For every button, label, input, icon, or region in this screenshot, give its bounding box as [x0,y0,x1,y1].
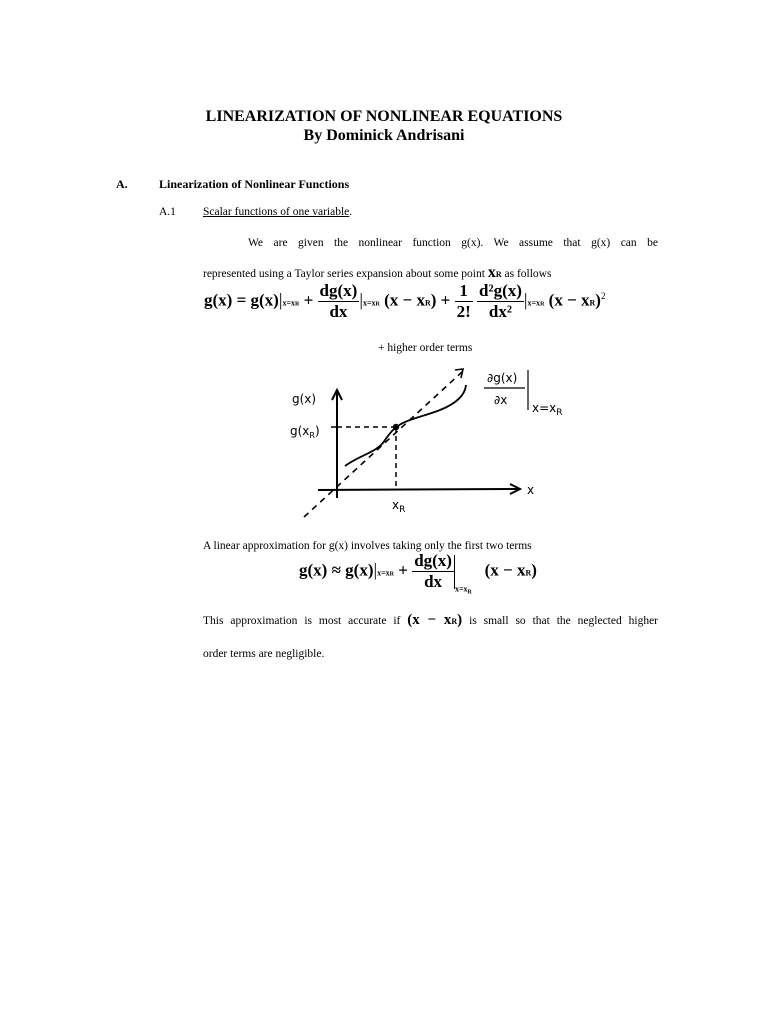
taylor-deviation-2-close: ) [595,290,601,310]
x-axis-label: x [527,483,535,497]
second-derivative-numerator: d²g(x) [479,281,522,300]
taylor-deviation-1-sub: R [424,298,431,308]
y-axis-label: g(x) [292,392,317,406]
x-tick-label [392,498,405,515]
y-tick-label-sub: R [309,431,315,440]
linear-eval-1: x=x [377,568,390,578]
paragraph-3-expr [407,612,462,628]
slope-label-eval-sub: R [556,408,563,418]
paragraph-1-var-sub: R [495,270,502,279]
first-derivative-denominator: dx [329,302,348,321]
linear-eval-2-sub: R [467,589,472,596]
tangent-line [304,372,462,517]
paragraph-1-line-1: We are given the nonlinear function g(x). We assume that g(x) can be [248,237,658,249]
document-title: LINEARIZATION OF NONLINEAR EQUATIONS [205,108,563,125]
section-heading: Linearization of Nonlinear Functions [159,177,350,191]
factorial-numerator: 1 [455,281,473,302]
taylor-eval-1-sub: R [295,301,300,308]
y-tick-label-main: g(x [290,424,310,438]
linear-plus: + [398,560,408,580]
paragraph-2: A linear approximation for g(x) involves taking only the first two terms [203,540,532,552]
linear-eval-1-sub: R [389,571,394,578]
section-label: A. [116,177,128,191]
taylor-plus-2: + [440,290,451,310]
subsection-heading-period: . [349,206,353,218]
paragraph-1-text: represented using a Taylor series expansion about some point [203,268,485,280]
paragraph-3-before: This approximation is most accurate if [203,615,401,627]
x-tick-label-sub: R [399,505,406,515]
taylor-deviation-2-sub: R [589,298,596,308]
paragraph-3-line-1 [203,612,658,629]
slope-label-denominator: ∂x [494,393,508,407]
document-author: By Dominick Andrisani [303,127,465,144]
eval-bar: | [523,289,528,310]
y-tick-label [290,424,320,440]
subsection-label: A.1 [159,206,176,218]
taylor-eval-2: x=x [362,298,376,308]
taylor-eval-1: x=x [282,298,296,308]
nonlinear-curve [345,385,466,466]
eval-bar: | [278,289,283,310]
tangent-arrow-icon [455,369,463,378]
paragraph-3-expr-close: ) [457,612,463,628]
taylor-eval-2-sub: R [375,301,380,308]
y-tick-label-close: ) [314,424,320,438]
eval-bar: | [359,289,363,310]
factorial-denominator: 2! [456,302,471,321]
taylor-power: 2 [600,290,606,301]
operating-point [393,424,399,430]
eval-bar: | [373,559,378,580]
linear-derivative-numerator: dg(x) [414,551,452,570]
taylor-lhs: g(x) = g(x) [204,290,279,310]
slope-label-numerator: ∂g(x) [487,371,518,385]
x-axis [318,489,518,490]
taylor-eval-3-sub: R [540,301,545,308]
paragraph-3-after: is small so that the neglected higher [469,615,659,627]
linear-derivative-fraction [412,551,454,592]
taylor-eval-3: x=x [527,298,541,308]
linear-deviation: (x − x [484,560,526,580]
linear-deviation-sub: R [525,568,532,578]
second-derivative-denominator: dx² [488,302,512,321]
paragraph-3-expr-sub: R [451,617,458,626]
paragraph-3-expr-main: (x − x [407,612,452,628]
linear-lhs: g(x) ≈ g(x) [299,560,374,580]
linear-derivative-denominator: dx [424,572,443,591]
paragraph-1-text-end: as follows [504,268,552,280]
taylor-deviation-1: (x − x [384,290,425,310]
slope-label-eval [532,401,563,418]
linear-deviation-close: ) [531,560,537,580]
higher-order-terms: + higher order terms [378,342,473,354]
subsection-heading-text: Scalar functions of one variable [203,206,350,218]
linear-equation [299,551,537,595]
paragraph-1-var: x [487,264,496,281]
slope-label-eval-main: x=x [532,401,557,415]
taylor-deviation-2: (x − x [548,290,590,310]
x-tick-label-main: x [392,498,400,512]
paragraph-3-line-2: order terms are negligible. [203,648,325,660]
first-derivative-numerator: dg(x) [319,281,358,300]
linear-eval-2: x=x [454,584,468,594]
taylor-deviation-1-close: ) [430,290,437,310]
taylor-plus-1: + [303,290,314,310]
